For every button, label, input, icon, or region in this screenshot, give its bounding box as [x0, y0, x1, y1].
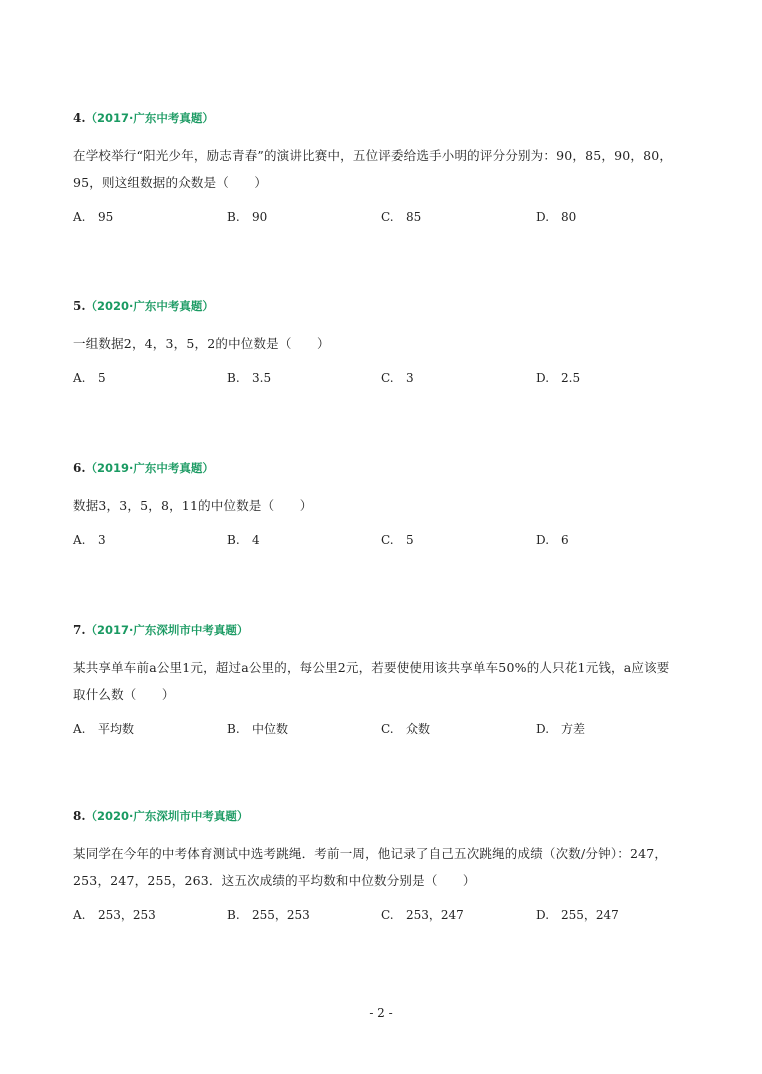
option-letter: C. — [381, 908, 394, 922]
option-letter: B. — [227, 908, 240, 922]
option-a — [73, 531, 106, 549]
question-stem-line: 某共享单车前a公里1元，超过a公里的，每公里2元，若要使使用该共享单车50%的人只花1元钱，a应该要 — [73, 660, 670, 675]
option-letter: C. — [381, 371, 394, 385]
option-a — [73, 906, 156, 924]
option-text: 2.5 — [561, 371, 581, 385]
option-text: 80 — [561, 210, 577, 224]
question-header — [73, 460, 713, 476]
option-b — [227, 369, 271, 387]
question-stem — [73, 654, 713, 708]
option-d — [536, 369, 580, 387]
option-letter: C. — [381, 533, 394, 547]
option-b — [227, 208, 267, 226]
option-text: 3 — [406, 371, 414, 385]
question-number: 8. — [73, 809, 86, 823]
option-b — [227, 531, 260, 549]
option-letter: C. — [381, 722, 394, 736]
answer-options — [73, 531, 713, 549]
question-stem — [73, 492, 713, 519]
question-number: 4. — [73, 111, 86, 125]
option-text: 85 — [406, 210, 422, 224]
option-d — [536, 531, 569, 549]
option-letter: A. — [73, 210, 86, 224]
question-5 — [73, 298, 713, 387]
option-text: 90 — [252, 210, 268, 224]
question-source: （2017·广东深圳市中考真题） — [85, 623, 249, 637]
option-c — [381, 720, 430, 738]
question-stem-line: 95，则这组数据的众数是（ ） — [73, 175, 268, 190]
question-4 — [73, 110, 713, 226]
option-d — [536, 208, 576, 226]
option-letter: B. — [227, 722, 240, 736]
question-stem — [73, 142, 713, 196]
option-letter: A. — [73, 722, 86, 736]
option-text: 5 — [406, 533, 414, 547]
question-number: 5. — [73, 299, 86, 313]
question-header — [73, 110, 713, 126]
question-stem-line: 253，247，255，263．这五次成绩的平均数和中位数分别是（ ） — [73, 873, 476, 888]
option-text: 95 — [98, 210, 114, 224]
question-stem — [73, 840, 713, 894]
question-stem-line: 取什么数（ ） — [73, 687, 175, 702]
option-letter: D. — [536, 722, 550, 736]
option-c — [381, 369, 414, 387]
option-d — [536, 906, 619, 924]
question-header — [73, 622, 713, 638]
option-text: 3 — [98, 533, 106, 547]
option-text: 6 — [561, 533, 569, 547]
question-stem-line: 在学校举行“阳光少年，励志青春”的演讲比赛中，五位评委给选手小明的评分分别为：90，85，90，80， — [73, 148, 673, 163]
option-letter: D. — [536, 210, 550, 224]
option-letter: B. — [227, 371, 240, 385]
option-letter: C. — [381, 210, 394, 224]
question-8 — [73, 808, 713, 924]
question-6 — [73, 460, 713, 549]
answer-options — [73, 208, 713, 226]
option-a — [73, 208, 113, 226]
answer-options — [73, 906, 713, 924]
question-source: （2019·广东中考真题） — [85, 461, 214, 475]
option-letter: B. — [227, 210, 240, 224]
option-text: 255，253 — [252, 908, 310, 922]
option-c — [381, 208, 421, 226]
option-letter: A. — [73, 533, 86, 547]
option-text: 5 — [98, 371, 106, 385]
question-source: （2020·广东中考真题） — [85, 299, 214, 313]
option-text: 平均数 — [98, 722, 135, 736]
answer-options — [73, 369, 713, 387]
option-text: 253，253 — [98, 908, 156, 922]
option-letter: A. — [73, 908, 86, 922]
question-header — [73, 808, 713, 824]
question-stem-line: 一组数据2，4，3，5，2的中位数是（ ） — [73, 336, 330, 351]
answer-options — [73, 720, 713, 738]
option-text: 3.5 — [252, 371, 272, 385]
option-text: 中位数 — [252, 722, 289, 736]
question-source: （2017·广东中考真题） — [85, 111, 214, 125]
option-text: 255，247 — [561, 908, 619, 922]
option-letter: D. — [536, 371, 550, 385]
question-stem-line: 某同学在今年的中考体育测试中选考跳绳．考前一周，他记录了自己五次跳绳的成绩（次数/分钟）：247， — [73, 846, 668, 861]
question-7 — [73, 622, 713, 738]
option-c — [381, 531, 414, 549]
question-number: 7. — [73, 623, 86, 637]
option-letter: D. — [536, 908, 550, 922]
option-d — [536, 720, 585, 738]
option-b — [227, 906, 310, 924]
option-c — [381, 906, 464, 924]
option-a — [73, 369, 106, 387]
question-header — [73, 298, 713, 314]
question-stem-line: 数据3，3，5，8，11的中位数是（ ） — [73, 498, 313, 513]
option-a — [73, 720, 134, 738]
option-b — [227, 720, 288, 738]
option-text: 4 — [252, 533, 260, 547]
page-number: - 2 - — [369, 1006, 393, 1020]
question-source: （2020·广东深圳市中考真题） — [85, 809, 249, 823]
option-letter: A. — [73, 371, 86, 385]
option-text: 253，247 — [406, 908, 464, 922]
option-text: 众数 — [406, 722, 431, 736]
question-number: 6. — [73, 461, 86, 475]
option-text: 方差 — [561, 722, 586, 736]
option-letter: D. — [536, 533, 550, 547]
question-stem — [73, 330, 713, 357]
option-letter: B. — [227, 533, 240, 547]
